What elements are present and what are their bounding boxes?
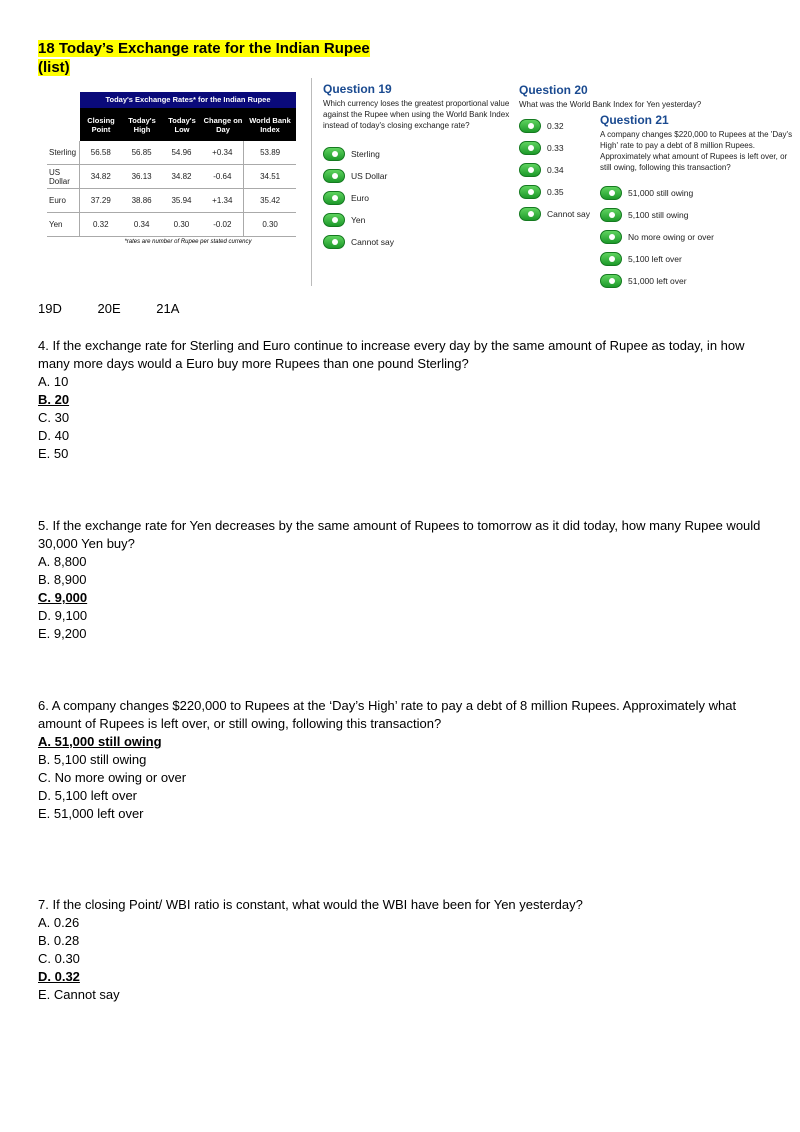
radio-button-icon[interactable] bbox=[323, 213, 345, 227]
currency-cell: Euro bbox=[47, 189, 80, 212]
table-cell: 34.82 bbox=[171, 172, 192, 181]
q20-option[interactable]: Cannot say bbox=[519, 206, 719, 222]
column-header: Today's Low bbox=[168, 115, 196, 134]
answer-option: E. Cannot say bbox=[38, 987, 120, 1002]
question-text: 4. If the exchange rate for Sterling and Euro continue to increase every day by the same amount of Rupee as today, in how many more days would a Euro buy more Rupees than one pound Sterling? bbox=[38, 338, 745, 371]
column-header: Closing Point bbox=[87, 115, 115, 134]
table-cell: 0.30 bbox=[243, 213, 296, 236]
radio-button-icon[interactable] bbox=[323, 147, 345, 161]
currency-cell: US Dollar bbox=[47, 165, 80, 188]
table-row bbox=[47, 213, 296, 237]
answer-key bbox=[38, 301, 211, 316]
question-21-text: A company changes $220,000 to Rupees at the 'Day's High' rate to pay a debt of 8 million Rupees. Approximately what amount of Rupees is left over, or still owing, following this transaction? bbox=[600, 130, 793, 172]
table-cell: 0.30 bbox=[173, 220, 190, 229]
question-21-panel bbox=[600, 113, 796, 289]
radio-button-icon[interactable] bbox=[600, 230, 622, 244]
answer-option: A. 10 bbox=[38, 374, 69, 389]
question-text: 7. If the closing Point/ WBI ratio is constant, what would the WBI have been for Yen yesterday? bbox=[38, 897, 583, 912]
column-header: Change on Day bbox=[203, 115, 243, 134]
table-cell: 34.51 bbox=[243, 165, 296, 188]
answer-option: C. No more owing or over bbox=[38, 770, 187, 785]
radio-button-icon[interactable] bbox=[519, 207, 541, 221]
question-19-text: Which currency loses the greatest proportional value against the Rupee when using the World Bank Index instead of today's closing exchange rate? bbox=[323, 99, 510, 130]
column-header: World Bank Index bbox=[249, 115, 291, 134]
table-cell: 36.13 bbox=[131, 172, 152, 181]
question-21-title: Question 21 bbox=[600, 113, 669, 127]
table-cell: 0.34 bbox=[133, 220, 150, 229]
q21-option[interactable]: 51,000 still owing bbox=[600, 185, 796, 201]
page-heading bbox=[38, 39, 370, 77]
heading-line-1: 18 Today’s Exchange rate for the Indian Rupee bbox=[38, 40, 370, 57]
radio-button-icon[interactable] bbox=[600, 186, 622, 200]
answer-option: E. 9,200 bbox=[38, 626, 87, 641]
table-cell: -0.64 bbox=[213, 172, 232, 181]
currency-cell: Sterling bbox=[47, 141, 80, 164]
answer-key-item: 19D bbox=[38, 301, 62, 316]
divider bbox=[311, 78, 312, 286]
answer-option: D. 5,100 left over bbox=[38, 788, 137, 803]
radio-button-icon[interactable] bbox=[519, 141, 541, 155]
table-cell: +0.34 bbox=[212, 148, 233, 157]
table-cell: 0.32 bbox=[93, 220, 109, 229]
q19-option[interactable]: Yen bbox=[323, 212, 518, 228]
currency-cell: Yen bbox=[47, 213, 80, 236]
question-19-panel bbox=[323, 82, 518, 250]
radio-button-icon[interactable] bbox=[600, 274, 622, 288]
answer-option: A. 8,800 bbox=[38, 554, 87, 569]
table-cell: 56.85 bbox=[131, 148, 152, 157]
radio-button-icon[interactable] bbox=[519, 119, 541, 133]
table-title: Today's Exchange Rates* for the Indian Rupee bbox=[80, 92, 296, 108]
table-cell: 35.42 bbox=[243, 189, 296, 212]
answer-option: E. 51,000 left over bbox=[38, 806, 144, 821]
q19-option[interactable]: US Dollar bbox=[323, 168, 518, 184]
exchange-rate-table bbox=[47, 92, 296, 245]
question-5 bbox=[38, 517, 763, 643]
q20-option[interactable]: 0.33 bbox=[519, 140, 719, 156]
correct-answer-option: B. 20 bbox=[38, 392, 70, 407]
table-footnote: *rates are number of Rupee per stated currency bbox=[124, 239, 252, 245]
q19-option[interactable]: Cannot say bbox=[323, 234, 518, 250]
q21-option[interactable]: 5,100 left over bbox=[600, 251, 796, 267]
table-header bbox=[80, 108, 296, 141]
table-cell: 53.89 bbox=[243, 141, 296, 164]
table-cell: 56.58 bbox=[90, 148, 111, 157]
correct-answer-option: C. 9,000 bbox=[38, 590, 88, 605]
table-cell: +1.34 bbox=[212, 196, 233, 205]
table-cell: 37.29 bbox=[90, 196, 111, 205]
table-row bbox=[47, 165, 296, 189]
q19-option[interactable]: Euro bbox=[323, 190, 518, 206]
question-text: 5. If the exchange rate for Yen decreases by the same amount of Rupees to tomorrow as it did today, how many Rupee would 30,000 Yen buy? bbox=[38, 518, 761, 551]
question-text: 6. A company changes $220,000 to Rupees at the ‘Day’s High’ rate to pay a debt of 8 million Rupees. Approximately what amount of Rupees is left over, or still owing, following this transaction? bbox=[38, 698, 737, 731]
radio-button-icon[interactable] bbox=[600, 208, 622, 222]
answer-option: A. 0.26 bbox=[38, 915, 80, 930]
answer-key-item: 21A bbox=[156, 301, 180, 316]
question-6 bbox=[38, 697, 763, 823]
answer-option: B. 8,900 bbox=[38, 572, 87, 587]
question-20-title: Question 20 bbox=[519, 83, 588, 97]
question-19-title: Question 19 bbox=[323, 82, 392, 96]
answer-option: D. 9,100 bbox=[38, 608, 88, 623]
answer-option: B. 0.28 bbox=[38, 933, 80, 948]
table-cell: 34.82 bbox=[90, 172, 111, 181]
q20-option[interactable]: 0.35 bbox=[519, 184, 719, 200]
table-row bbox=[47, 189, 296, 213]
table-cell: 38.86 bbox=[131, 196, 152, 205]
answer-option: D. 40 bbox=[38, 428, 70, 443]
q20-option[interactable]: 0.32 bbox=[519, 118, 719, 134]
table-cell: 35.94 bbox=[171, 196, 192, 205]
q21-option[interactable]: 5,100 still owing bbox=[600, 207, 796, 223]
answer-option: C. 0.30 bbox=[38, 951, 80, 966]
q21-option[interactable]: 51,000 left over bbox=[600, 273, 796, 289]
answer-key-item: 20E bbox=[97, 301, 121, 316]
column-header: Today's High bbox=[128, 115, 156, 134]
radio-button-icon[interactable] bbox=[323, 169, 345, 183]
answer-option: C. 30 bbox=[38, 410, 70, 425]
correct-answer-option: D. 0.32 bbox=[38, 969, 80, 984]
radio-button-icon[interactable] bbox=[323, 191, 345, 205]
radio-button-icon[interactable] bbox=[519, 163, 541, 177]
answer-option: E. 50 bbox=[38, 446, 69, 461]
heading-line-2: (list) bbox=[38, 59, 70, 76]
answer-option: B. 5,100 still owing bbox=[38, 752, 147, 767]
question-20-text: What was the World Bank Index for Yen yesterday? bbox=[519, 100, 702, 109]
radio-button-icon[interactable] bbox=[519, 185, 541, 199]
q20-option[interactable]: 0.34 bbox=[519, 162, 719, 178]
radio-button-icon[interactable] bbox=[323, 235, 345, 249]
question-7 bbox=[38, 896, 763, 1004]
question-4 bbox=[38, 337, 763, 463]
table-row bbox=[47, 141, 296, 165]
table-cell: -0.02 bbox=[213, 220, 232, 229]
q21-option[interactable]: No more owing or over bbox=[600, 229, 796, 245]
radio-button-icon[interactable] bbox=[600, 252, 622, 266]
q19-option[interactable]: Sterling bbox=[323, 146, 518, 162]
table-cell: 54.96 bbox=[171, 148, 192, 157]
correct-answer-option: A. 51,000 still owing bbox=[38, 734, 162, 749]
